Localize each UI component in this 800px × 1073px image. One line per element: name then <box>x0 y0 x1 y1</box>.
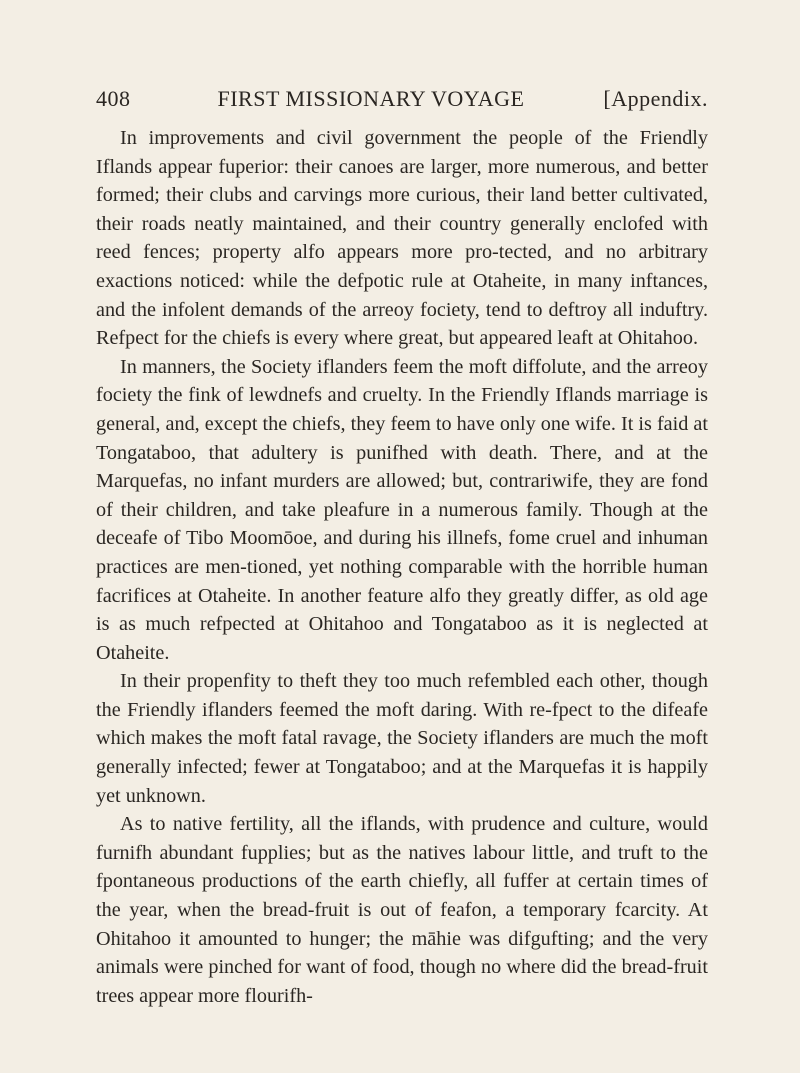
running-header <box>96 86 708 112</box>
running-title: FIRST MISSIONARY VOYAGE <box>217 86 525 111</box>
body-text <box>96 124 708 1010</box>
book-page <box>96 86 708 1010</box>
paragraph-fertility: As to native fertility, all the iflands, with prudence and culture, would furnifh abundant fupplies; but as the natives labour little, and truft to the fpontaneous productions of the earth chiefly, all fuffer at certain times of the year, when the bread-fruit is out of feafon, a temporary fcarcity. At Ohitahoo it amounted to hunger; the māhie was difgufting; and the very animals were pinched for want of food, though no where did the bread-fruit trees appear more flourifh- <box>96 813 708 1007</box>
section-label: [Appendix. <box>603 86 708 111</box>
paragraph-government: In improvements and civil government the people of the Friendly Iflands appear fuperior: their canoes are larger, more numerous, and better formed; their clubs and carvings more curious, their land better cultivated, their roads neatly maintained, and their country generally enclofed with reed fences; property alfo appears more pro-tected, and no arbitrary exactions noticed: while the defpotic rule at Otaheite, in many inftances, and the infolent demands of the arreoy fociety, tend to deftroy all induftry. Refpect for the chiefs is every where great, but appeared leaft at Ohitahoo. <box>96 127 708 350</box>
paragraph-theft: In their propenfity to theft they too much refembled each other, though the Friendly iflanders feemed the moft daring. With re-fpect to the difeafe which makes the moft fatal ravage, the Society iflanders are much the moft generally infected; fewer at Tongataboo; and at the Marquefas it is happily yet unknown. <box>96 670 708 807</box>
paragraph-manners: In manners, the Society iflanders feem the moft diffolute, and the arreoy fociety the fink of lewdnefs and cruelty. In the Friendly Iflands marriage is general, and, except the chiefs, they feem to have only one wife. It is faid at Tongataboo, that adultery is punifhed with death. There, and at the Marquefas, no infant murders are allowed; but, contrariwife, they are fond of their children, and take pleafure in a numerous family. Though at the deceafe of Tibo Moomōoe, and during his illnefs, fome cruel and inhuman practices are men-tioned, yet nothing comparable with the horrible human facrifices at Otaheite. In another feature alfo they greatly differ, as old age is as much refpected at Ohitahoo and Tongataboo as it is neglected at Otaheite. <box>96 355 708 664</box>
page-number: 408 <box>96 86 131 111</box>
